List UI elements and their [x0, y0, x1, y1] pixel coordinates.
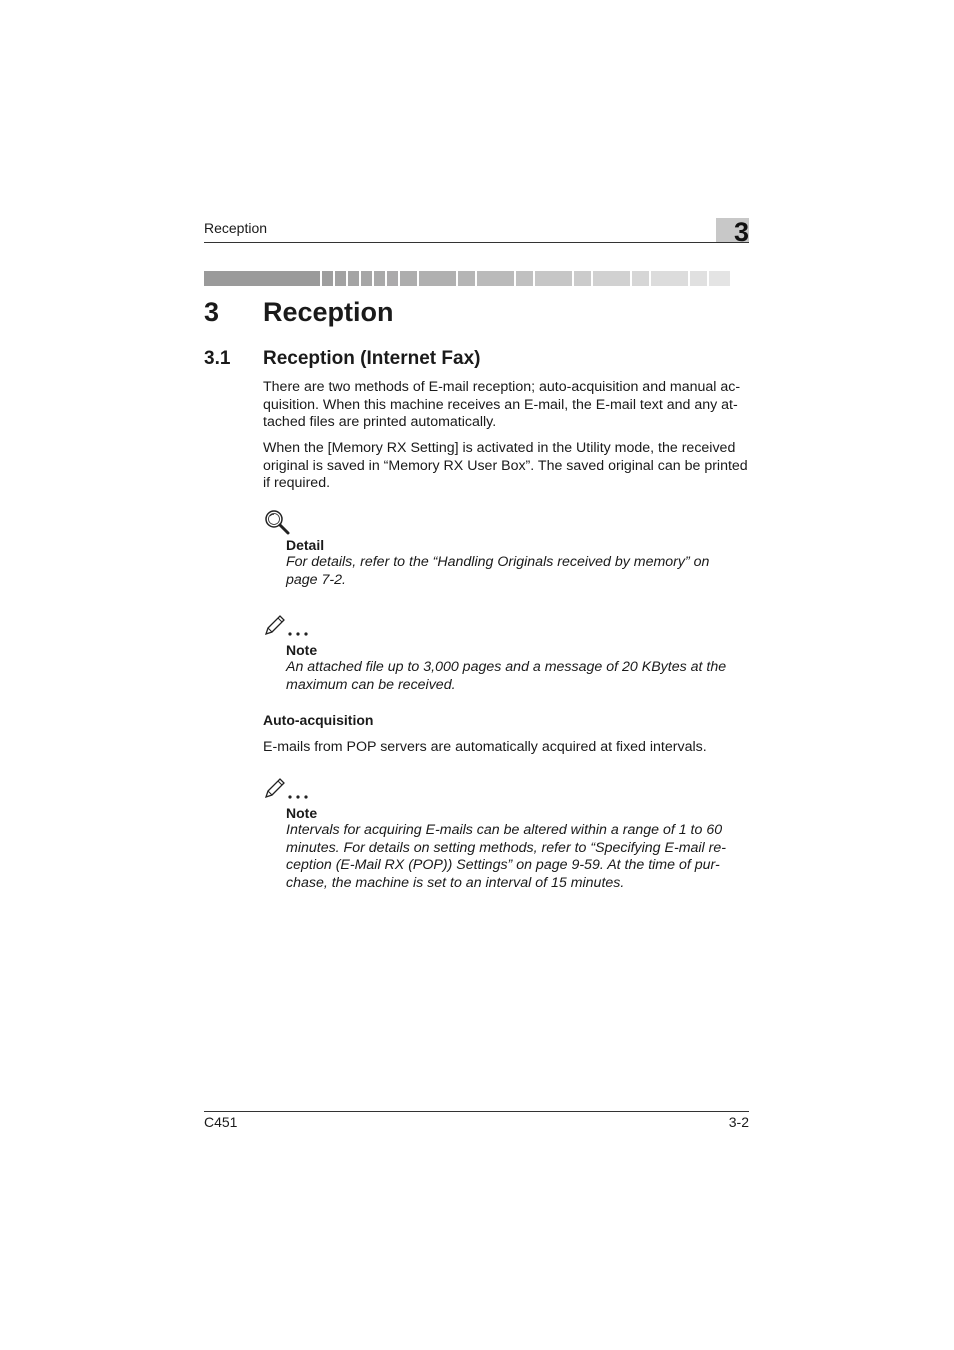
- note1-heading: Note: [286, 642, 318, 658]
- text-line: minutes. For details on setting methods, refer to “Specifying E-mail re-: [286, 839, 726, 856]
- text-line: When the [Memory RX Setting] is activated in the Utility mode, the received: [263, 440, 736, 456]
- pencil-note-icon: [263, 777, 311, 801]
- note2-body: [286, 822, 756, 892]
- auto-acquisition-heading: Auto-acquisition: [263, 712, 374, 728]
- section-title: Reception (Internet Fax): [263, 348, 481, 369]
- running-header: Reception: [204, 220, 268, 236]
- section-number: 3.1: [204, 348, 231, 369]
- decorative-band: [204, 271, 749, 286]
- text-line: Intervals for acquiring E-mails can be altered within a range of 1 to 60: [286, 822, 723, 838]
- intro-paragraph-1: [263, 379, 753, 432]
- text-line: tached files are printed automatically.: [263, 414, 497, 431]
- pencil-note-icon: [263, 614, 311, 638]
- intro-paragraph-2: [263, 440, 753, 493]
- chapter-title: Reception: [263, 297, 394, 327]
- text-line: original is saved in “Memory RX User Box”. The saved original can be printed: [263, 457, 748, 474]
- text-line: quisition. When this machine receives an E-mail, the E-mail text and any at-: [263, 396, 738, 413]
- text-line: For details, refer to the “Handling Originals received by memory” on: [286, 554, 710, 570]
- text-line: There are two methods of E-mail reception; auto-acquisition and manual ac-: [263, 379, 741, 395]
- auto-acquisition-text: E-mails from POP servers are automatically acquired at fixed intervals.: [263, 739, 707, 755]
- text-line: An attached file up to 3,000 pages and a message of 20 KBytes at the: [286, 659, 727, 675]
- text-line: chase, the machine is set to an interval of 15 minutes.: [286, 874, 625, 891]
- footer-model: C451: [204, 1114, 238, 1130]
- detail-body: [286, 554, 756, 589]
- chapter-tab: [716, 217, 749, 247]
- text-line: page 7-2.: [286, 571, 346, 588]
- magnifier-icon: [263, 508, 291, 536]
- page-number: 3-2: [728, 1114, 749, 1130]
- footer-rule: [204, 1111, 749, 1112]
- text-line: maximum can be received.: [286, 676, 456, 693]
- text-line: if required.: [263, 475, 331, 492]
- detail-heading: Detail: [286, 537, 325, 553]
- chapter-number: 3: [204, 297, 220, 327]
- chapter-tab-number: 3: [733, 217, 749, 247]
- note2-heading: Note: [286, 805, 318, 821]
- note1-body: [286, 659, 756, 694]
- header-rule: [204, 242, 749, 243]
- text-line: ception (E-Mail RX (POP)) Settings” on page 9-59. At the time of pur-: [286, 857, 720, 874]
